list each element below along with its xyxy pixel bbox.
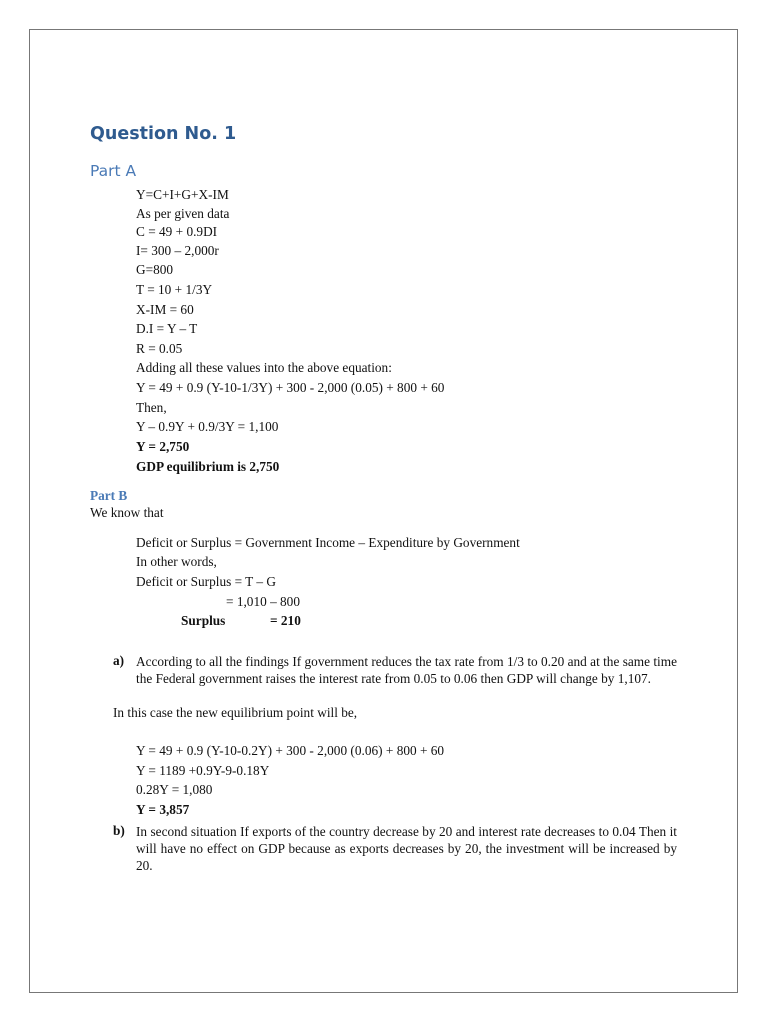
- item-b-text: In second situation If exports of the country decrease by 20 and interest rate decreases to 0.04 Then it will have no effect on GDP because as exports decreases by 20, the investment will be increased by 20.: [136, 824, 677, 873]
- equation-line: I= 300 – 2,000r: [136, 243, 219, 258]
- equation-line: T = 10 + 1/3Y: [136, 282, 213, 297]
- question-title: Question No. 1: [90, 124, 237, 144]
- equation-line: D.I = Y – T: [136, 321, 198, 336]
- equation-line: R = 0.05: [136, 341, 183, 356]
- equation-line: Then,: [136, 400, 167, 415]
- item-a-marker: a): [113, 653, 125, 668]
- item-b-marker: b): [113, 823, 125, 838]
- deficit-formula: Deficit or Surplus = T – G: [136, 574, 276, 589]
- new-equation-line: 0.28Y = 1,080: [136, 782, 213, 797]
- equation-line: Y=C+I+G+X-IM: [136, 187, 229, 202]
- other-words: In other words,: [136, 554, 217, 569]
- new-equation-line: Y = 49 + 0.9 (Y-10-0.2Y) + 300 - 2,000 (0.06) + 800 + 60: [136, 743, 445, 758]
- new-equation-line: Y = 1189 +0.9Y-9-0.18Y: [136, 763, 270, 778]
- equation-line: Adding all these values into the above equation:: [136, 360, 392, 375]
- part-b-intro: We know that: [90, 505, 164, 520]
- part-a-heading: Part A: [90, 162, 137, 180]
- equation-line: Y – 0.9Y + 0.9/3Y = 1,100: [136, 419, 279, 434]
- surplus-value: = 210: [270, 613, 301, 628]
- part-b-heading: Part B: [90, 488, 128, 503]
- equation-line: G=800: [136, 262, 174, 277]
- deficit-definition: Deficit or Surplus = Government Income – Expenditure by Government: [136, 535, 520, 550]
- new-equilibrium-intro: In this case the new equilibrium point will be,: [113, 705, 358, 720]
- equation-line: As per given data: [136, 206, 230, 221]
- equation-line: X-IM = 60: [136, 302, 194, 317]
- surplus-label: Surplus: [181, 613, 226, 628]
- equation-line: Y = 49 + 0.9 (Y-10-1/3Y) + 300 - 2,000 (0.05) + 800 + 60: [136, 380, 445, 395]
- result-gdp: GDP equilibrium is 2,750: [136, 459, 280, 474]
- equation-line: C = 49 + 0.9DI: [136, 224, 218, 239]
- result-y: Y = 2,750: [136, 439, 190, 454]
- item-a-text: According to all the findings If government reduces the tax rate from 1/3 to 0.20 and at the same time the Federal government raises the interest rate from 0.05 to 0.06 then GDP will change by 1,107.: [136, 654, 677, 686]
- new-result: Y = 3,857: [136, 802, 190, 817]
- deficit-calc: = 1,010 – 800: [226, 594, 300, 609]
